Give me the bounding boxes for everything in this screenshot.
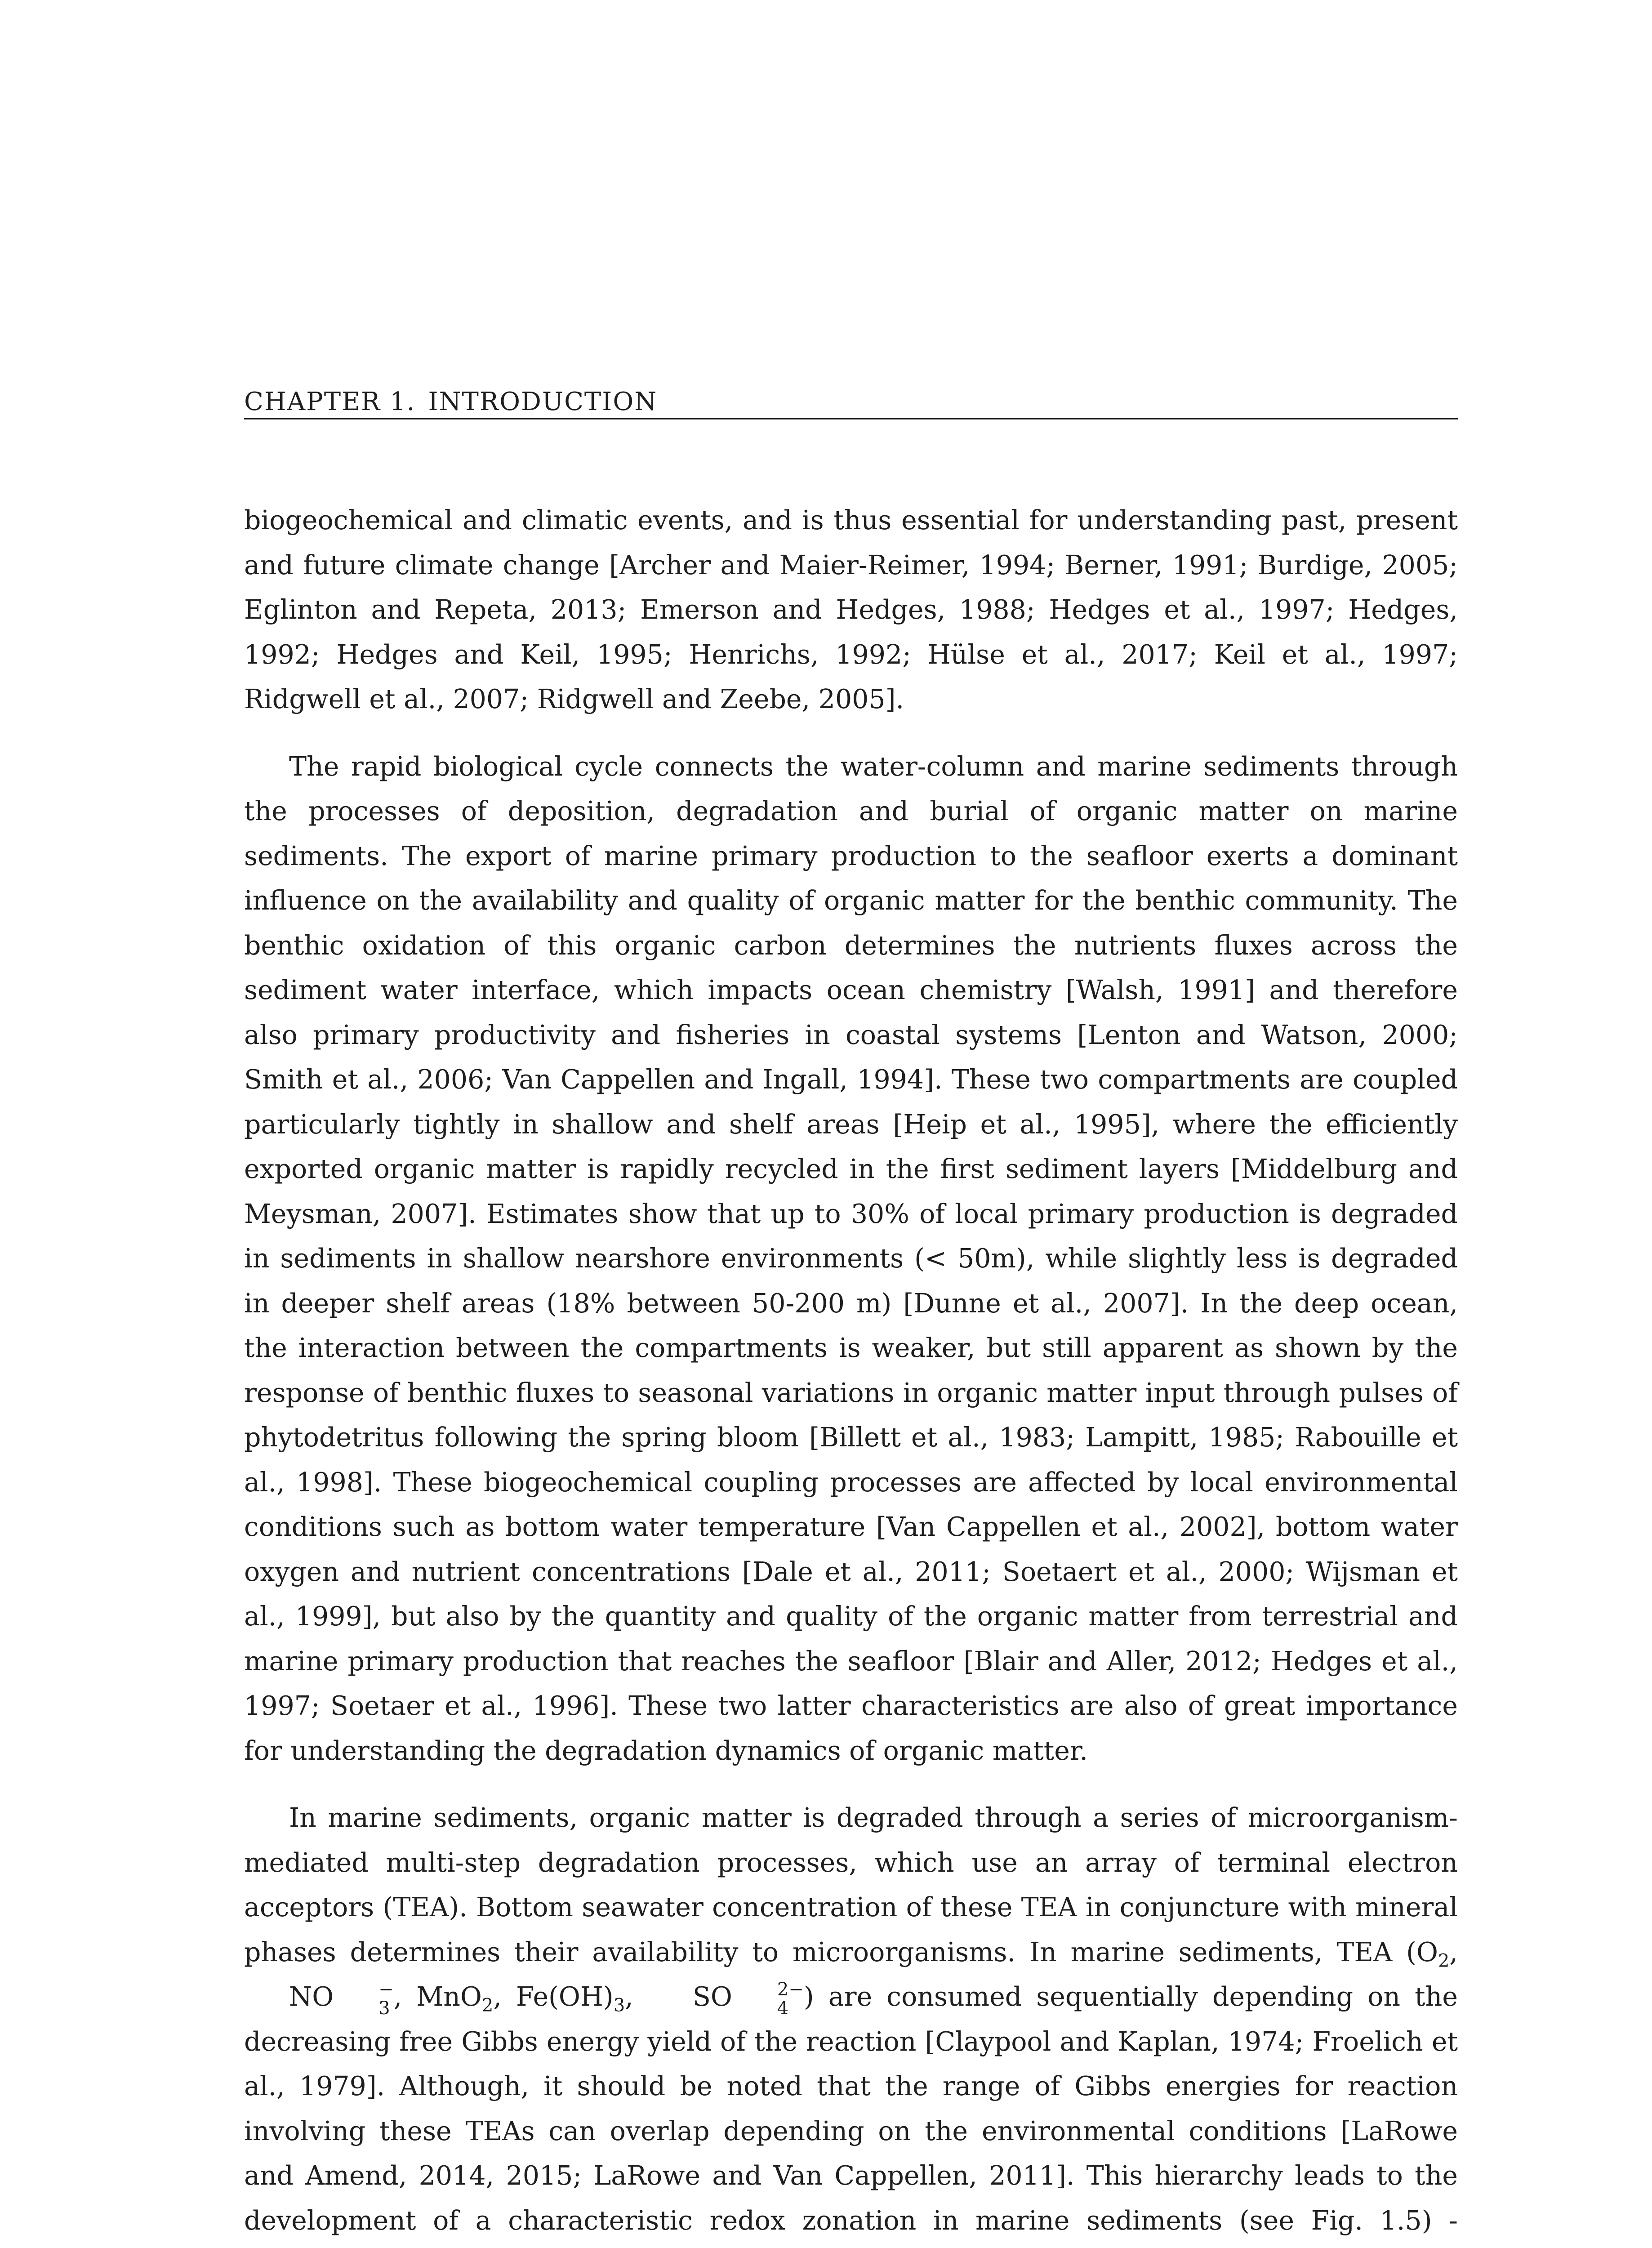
paragraph-2: The rapid biological cycle connects the water-column and marine sediments through the processes of deposition, degradation and burial of organic matter on marine sediments. The export of marine primary production to the seafloor exerts a dominant influence on the availability and quality of organic matter for the benthic community. The benthic oxidation of this organic carbon determines the nutrients fluxes across the sediment water interface, which impacts ocean chemistry [Walsh, 1991] and therefore also primary productivity and fisheries in coastal systems [Lenton and Watson, 2000; Smith et al., 2006; Van Cappellen and Ingall, 1994]. These two compartments are coupled particularly tightly in shallow and shelf areas [Heip et al., 1995], where the efficiently exported organic matter is rapidly recycled in the first sediment layers [Middelburg and Meysman, 2007]. Estimates show that up to 30% of local primary production is degraded in sediments in shallow nearshore environments (< 50m), while slightly less is degraded in deeper shelf areas (18% between 50-200 m) [Dunne et al., 2007]. In the deep ocean, the interaction between the compartments is weaker, but still apparent as shown by the response of benthic fluxes to seasonal variations in organic matter input through pulses of phytodetritus following the spring bloom [Billett et al., 1983; Lampitt, 1985; Rabouille et al., 1998]. These biogeochemical coupling processes are affected by local environmental conditions such as bottom water temperature [Van Cappellen et al., 2002], bottom water oxygen and nutrient concentrations [Dale et al., 2011; Soetaert et al., 2000; Wijsman et al., 1999], but also by the quantity and quality of the organic matter from terrestrial and marine primary production that reaches the seafloor [Blair and Aller, 2012; Hedges et al., 1997; Soetaer et al., 1996]. These two latter characteristics are also of great importance for understanding the degradation dynamics of organic matter. bbox=[244, 751, 1458, 1766]
feoh3-formula: $Fe(OH)_3$ bbox=[516, 1981, 625, 2016]
sulfate-formula: SO 2− 4 bbox=[692, 1979, 804, 2019]
paragraph-1: biogeochemical and climatic events, and is thus essential for understanding past, present and future climate change [Archer and Maier-Reimer, 1994; Berner, 1991; Burdige, 2005; Eglinton and Repeta, 2013; Emerson and Hedges, 1988; Hedges et al., 1997; Hedges, 1992; Hedges and Keil, 1995; Henrichs, 1992; Hülse et al., 2017; Keil et al., 1997; Ridgwell et al., 2007; Ridgwell and Zeebe, 2005]. bbox=[244, 505, 1458, 714]
p3-text-2: ) are consumed sequentially depending on the decreasing free Gibbs energy yield of the reaction [Claypool and Kaplan, 1974; Froelich et al., 1979]. Although, it should be noted that the range of Gibbs energies for reaction involving these TEAs can overlap depending on the environmental conditions [LaRowe and Amend, 2014, 2015; LaRowe and Van Cappellen, 2011]. This hierarchy leads to the development of a characteristic redox zonation in marine sediments (see Fig. 1.5) - bbox=[244, 1981, 1458, 2236]
running-header bbox=[244, 389, 1458, 419]
paragraph-3: In marine sediments, organic matter is degraded through a series of microorganism-mediated multi-step degradation processes, which use an array of terminal electron acceptors (TEA). Bottom seawater concentration of these TEA in conjuncture with mineral phases determines their availability to microorganisms. In marine sediments, TEA ($O_2$, NO − 3 , MnO$_2$, $Fe(OH)_3$, SO 2− 4 ) are consumed sequentially depending on the decreasing free Gibbs energy yield of the reaction [Claypool and Kaplan, 1974; Froelich et al., 1979]. Although, it should be noted that the range of Gibbs energies for reaction involving these TEAs can overlap depending on the environmental conditions [LaRowe and Amend, 2014, 2015; LaRowe and Van Cappellen, 2011]. This hierarchy leads to the development of a characteristic redox zonation in marine sediments (see Fig. 1.5) - bbox=[244, 1796, 1458, 2248]
body-text bbox=[244, 498, 1458, 2248]
p3-text-1: In marine sediments, organic matter is degraded through a series of microorganism-mediated multi-step degradation processes, which use an array of terminal electron acceptors (TEA). Bottom seawater concentration of these TEA in conjuncture with mineral phases determines their availability to microorganisms. In marine sediments, TEA ( bbox=[244, 1802, 1458, 1967]
o2-formula: $O_2$ bbox=[1416, 1936, 1450, 1971]
chapter-title: INTRODUCTION bbox=[428, 387, 658, 416]
nitrate-formula: NO − 3 bbox=[289, 1979, 394, 2019]
mno2-formula: MnO$_2$ bbox=[416, 1981, 494, 2016]
chapter-label: CHAPTER 1. bbox=[244, 387, 416, 416]
